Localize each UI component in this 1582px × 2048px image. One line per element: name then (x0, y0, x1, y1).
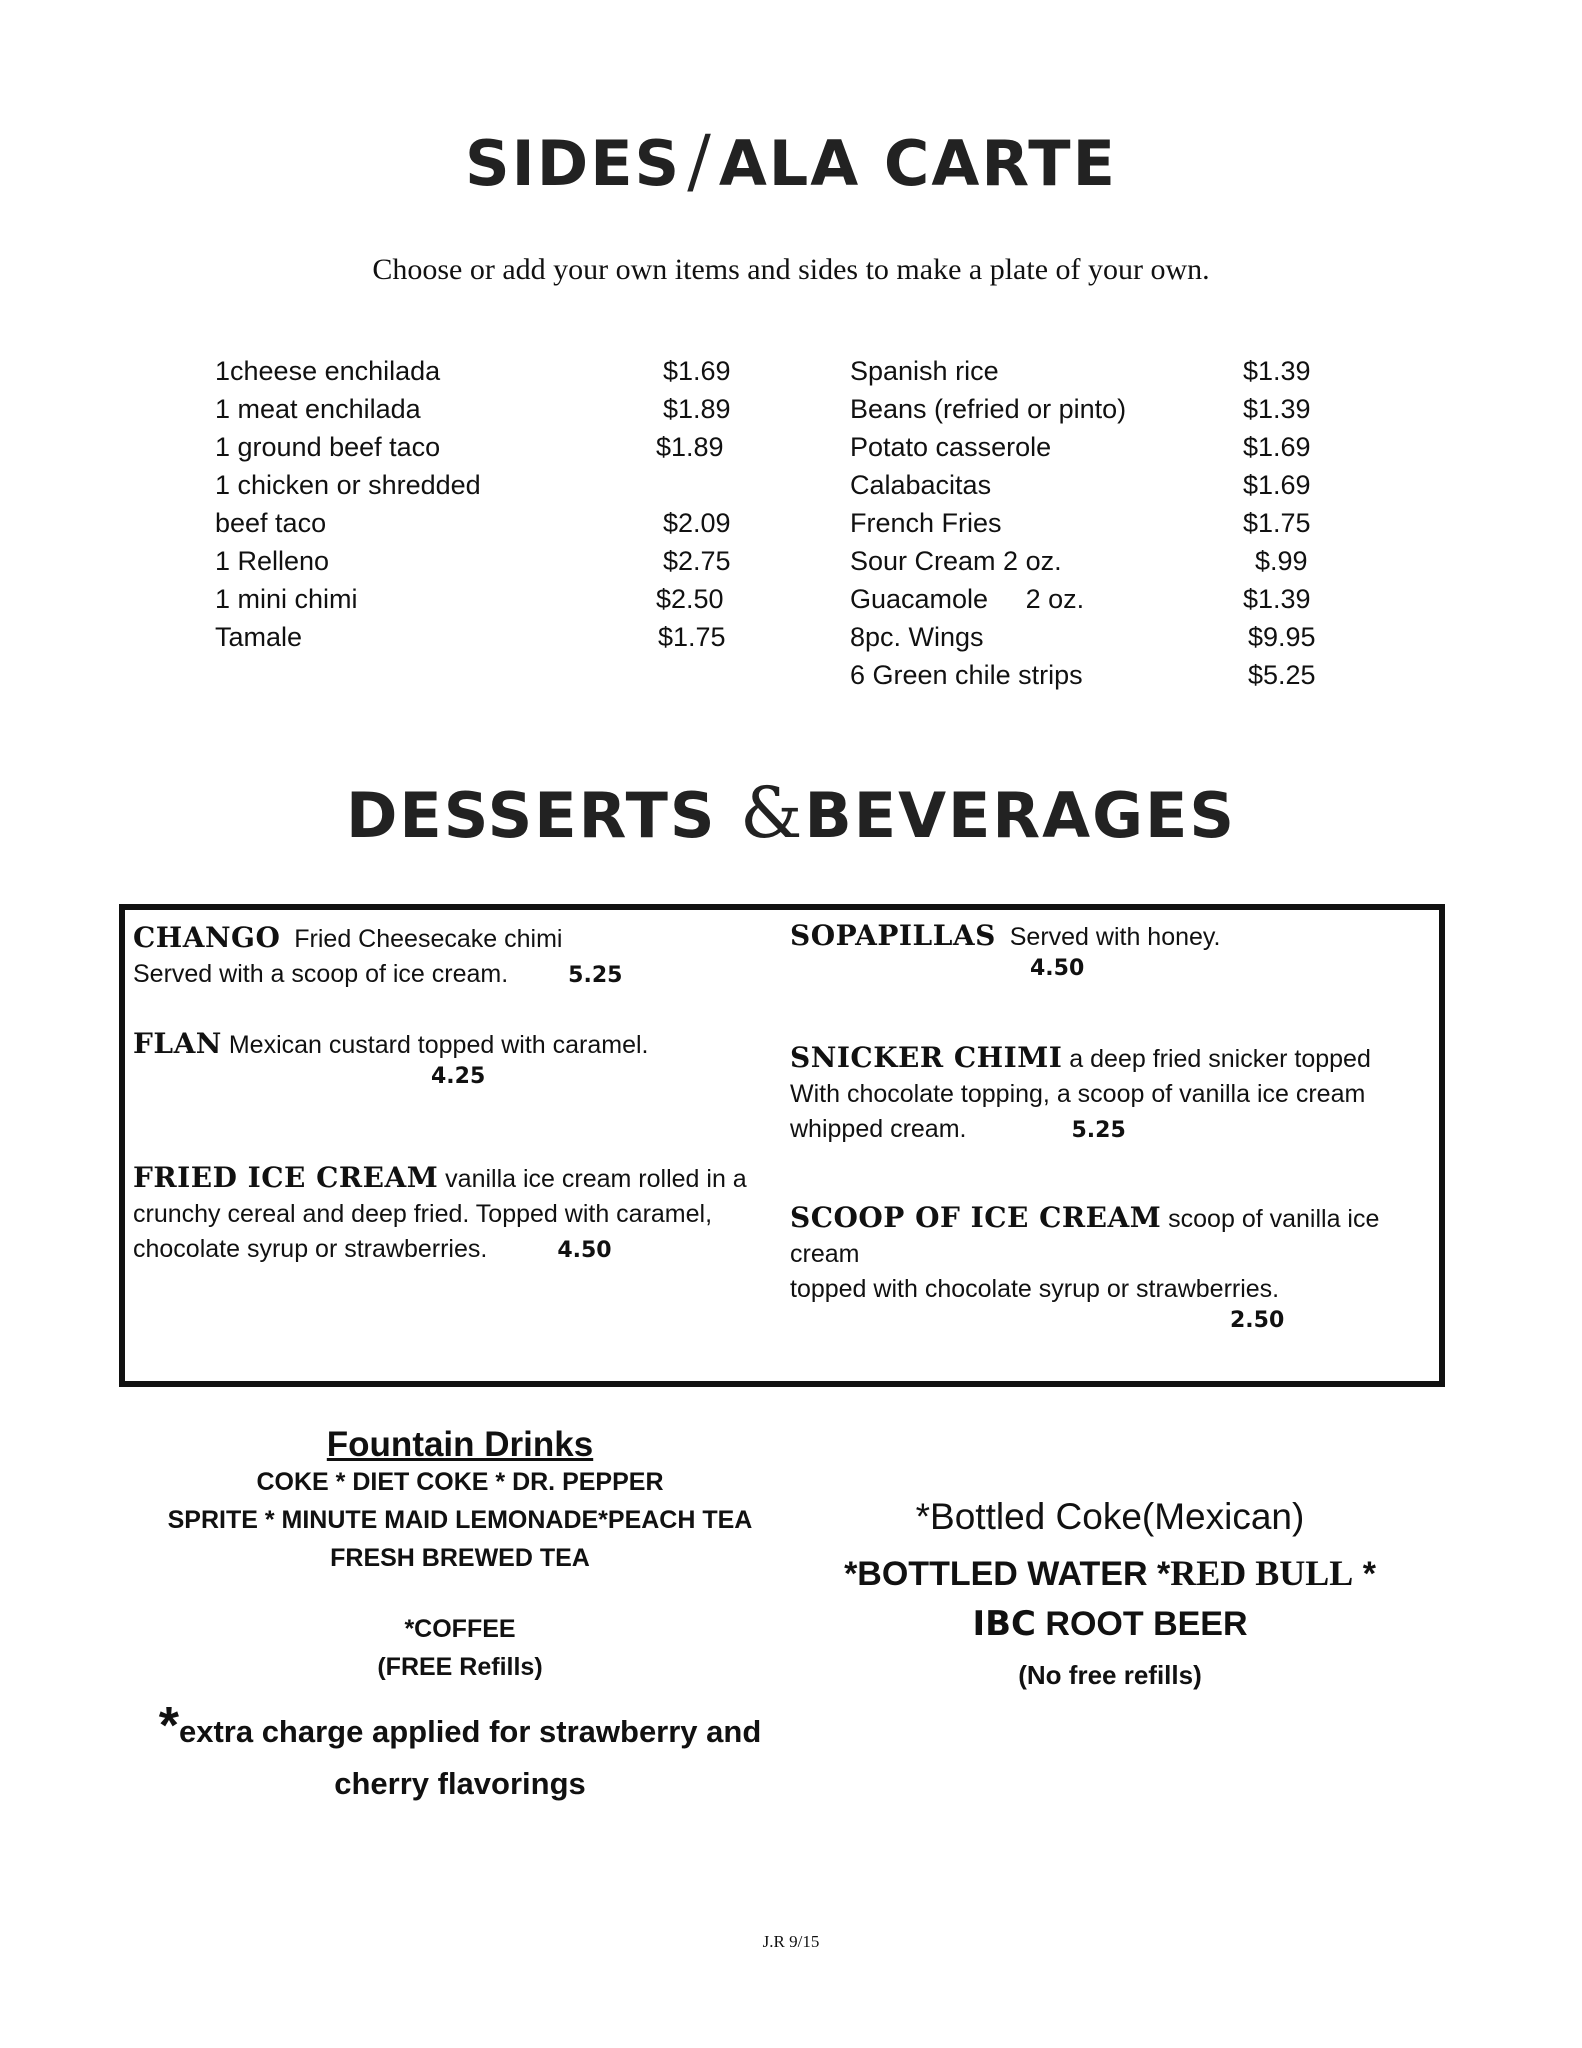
item-name: Sour Cream 2 oz. (850, 546, 1062, 576)
item-price: $1.39 (1243, 584, 1311, 614)
fountain-line: FRESH BREWED TEA (330, 1544, 590, 1572)
list-item (850, 542, 1330, 580)
bottled-star: * (1353, 1555, 1376, 1593)
dessert-name: SCOOP OF ICE CREAM (790, 1201, 1162, 1234)
item-name: 1 ground beef taco (215, 432, 441, 462)
ibc-logo: IBC (972, 1604, 1036, 1644)
bottled-water: *BOTTLED WATER * (844, 1555, 1171, 1593)
dessert-desc: Fried Cheesecake chimi (294, 925, 563, 953)
item-price: $1.75 (1243, 508, 1311, 538)
item-price: $1.39 (1243, 356, 1311, 386)
list-item (215, 428, 745, 466)
desserts-title (0, 772, 1582, 854)
fountain-line: COKE * DIET COKE * DR. PEPPER (256, 1468, 664, 1496)
item-price: $5.25 (1248, 660, 1316, 690)
desserts-title-b: BEVERAGES (804, 779, 1237, 852)
list-item (215, 618, 745, 656)
list-item (215, 580, 745, 618)
dessert-desc: With chocolate topping, a scoop of vanilla ice cream (790, 1080, 1366, 1108)
sides-left-list (215, 352, 745, 656)
red-bull: RED BULL (1170, 1553, 1354, 1593)
fountain-line: (FREE Refills) (377, 1653, 543, 1681)
dessert-desc: whipped cream. (790, 1115, 967, 1143)
dessert-fried-ice-cream (133, 1160, 773, 1268)
dessert-desc: topped with chocolate syrup or strawberries. (790, 1275, 1280, 1303)
dessert-desc: a deep fried snicker topped (1069, 1045, 1371, 1073)
item-name: French Fries (850, 508, 1002, 538)
bottled-note: (No free refills) (1018, 1660, 1202, 1690)
sides-title-b: ALA CARTE (718, 127, 1117, 200)
list-item (215, 504, 745, 542)
dessert-name: FRIED ICE CREAM (133, 1161, 439, 1194)
item-price: $2.50 (656, 584, 724, 614)
item-name: 1 meat enchilada (215, 394, 421, 424)
list-item (215, 390, 745, 428)
dessert-flan (133, 1026, 773, 1089)
sides-title-a: SIDES (465, 127, 682, 200)
list-item (850, 428, 1330, 466)
list-item (850, 656, 1330, 694)
item-price: $2.75 (663, 546, 731, 576)
note-text: extra charge applied for strawberry and (178, 1714, 762, 1749)
item-name: Beans (refried or pinto) (850, 394, 1127, 424)
list-item (850, 618, 1330, 656)
dessert-name: CHANGO (133, 921, 281, 954)
item-price: $1.75 (658, 622, 726, 652)
sides-subtitle: Choose or add your own items and sides to make a plate of your own. (372, 253, 1210, 286)
item-price: $1.89 (663, 394, 731, 424)
fountain-line: SPRITE * MINUTE MAID LEMONADE*PEACH TEA (167, 1506, 753, 1534)
item-name: Potato casserole (850, 432, 1052, 462)
bottled-line (790, 1604, 1430, 1644)
note-star: * (158, 1697, 179, 1755)
item-name: 1 mini chimi (215, 584, 358, 614)
item-name: 6 Green chile strips (850, 660, 1083, 690)
item-name: 1 chicken or shredded (215, 470, 481, 500)
desserts-title-amp: & (740, 772, 805, 854)
note-text: cherry flavorings (334, 1766, 586, 1801)
list-item (850, 504, 1330, 542)
desserts-box (119, 904, 1445, 1387)
dessert-chango (133, 920, 773, 993)
item-price: $1.89 (656, 432, 724, 462)
item-price: $2.09 (663, 508, 731, 538)
item-name: beef taco (215, 508, 327, 538)
fountain-line: *COFFEE (404, 1615, 516, 1643)
bottled-line: *Bottled Coke(Mexican) (915, 1496, 1305, 1537)
item-name: 8pc. Wings (850, 622, 984, 652)
list-item (215, 542, 745, 580)
item-price: $1.69 (1243, 470, 1311, 500)
sides-right-list (850, 352, 1330, 694)
dessert-name: FLAN (133, 1027, 222, 1060)
item-name: Calabacitas (850, 470, 992, 500)
dessert-desc: vanilla ice cream rolled in a (445, 1165, 747, 1193)
dessert-sopapillas (790, 918, 1430, 981)
dessert-name: SOPAPILLAS (790, 919, 996, 952)
list-item (850, 352, 1330, 390)
list-item (850, 580, 1330, 618)
dessert-desc: chocolate syrup or strawberries. (133, 1235, 488, 1263)
item-price: $1.69 (663, 356, 731, 386)
item-name: Spanish rice (850, 356, 999, 386)
dessert-price: 2.50 (1230, 1308, 1285, 1333)
fountain-note (110, 1697, 810, 1810)
dessert-price: 4.25 (431, 1064, 486, 1089)
item-price: $1.69 (1243, 432, 1311, 462)
dessert-name: SNICKER CHIMI (790, 1041, 1063, 1074)
list-item (850, 390, 1330, 428)
item-price: $1.39 (1243, 394, 1311, 424)
sides-title-sep: / (687, 120, 713, 202)
sides-title (0, 120, 1582, 202)
dessert-desc: Served with honey. (1009, 923, 1221, 951)
item-name: Guacamole 2 oz. (850, 584, 1085, 614)
footer: J.R 9/15 (762, 1932, 820, 1951)
item-name: 1 Relleno (215, 546, 330, 576)
list-item (215, 466, 745, 504)
list-item (215, 352, 745, 390)
dessert-desc: Served with a scoop of ice cream. (133, 960, 509, 988)
dessert-price: 4.50 (1030, 956, 1085, 981)
desserts-title-a: DESSERTS (345, 779, 717, 852)
dessert-price: 5.25 (1071, 1118, 1126, 1143)
list-item (850, 466, 1330, 504)
bottled-line (790, 1552, 1430, 1594)
dessert-desc: crunchy cereal and deep fried. Topped with caramel, (133, 1200, 713, 1228)
dessert-price: 5.25 (568, 963, 623, 988)
dessert-snicker-chimi (790, 1040, 1450, 1148)
item-price: $.99 (1255, 546, 1308, 576)
fountain-heading: Fountain Drinks (326, 1425, 594, 1464)
root-beer: ROOT BEER (1035, 1605, 1248, 1643)
item-price: $9.95 (1248, 622, 1316, 652)
item-name: Tamale (215, 622, 303, 652)
dessert-scoop-of-ice-cream (790, 1200, 1450, 1333)
dessert-price: 4.50 (557, 1238, 612, 1263)
dessert-desc: scoop of vanilla ice cream (790, 1205, 1380, 1268)
dessert-desc: Mexican custard topped with caramel. (228, 1031, 649, 1059)
item-name: 1cheese enchilada (215, 356, 441, 386)
